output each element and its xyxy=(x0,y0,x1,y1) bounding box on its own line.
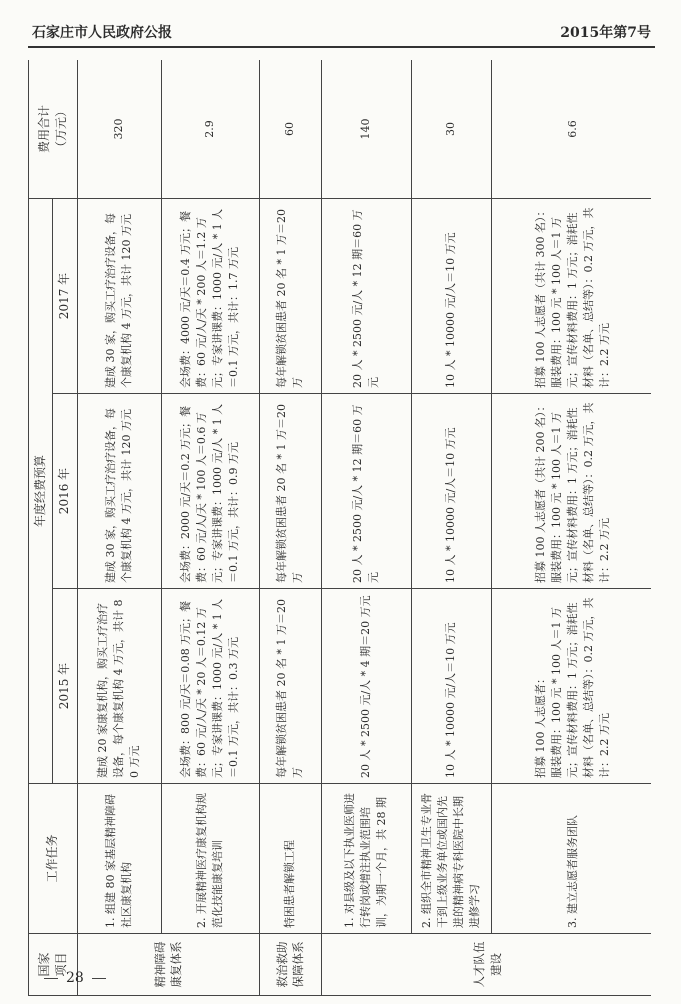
header-2015: 2015 年 xyxy=(53,589,77,784)
page-header xyxy=(28,20,655,48)
budget-2017-cell: 每年解锁贫困患者 20 名 * 1 万＝20 万 xyxy=(259,199,321,394)
table-row xyxy=(321,60,411,996)
budget-2017-cell: 20 人 * 2500 元/人 * 12 期＝60 万元 xyxy=(321,199,411,394)
header-2017: 2017 年 xyxy=(53,199,77,394)
header-project: 国家 项目 xyxy=(29,934,78,996)
issue-number: 2015年第7号 xyxy=(560,25,651,41)
publication-title: 石家庄市人民政府公报 xyxy=(32,25,172,41)
budget-2015-cell: 20 人 * 2500 元/人 * 4 期＝20 万元 xyxy=(321,589,411,784)
table-row xyxy=(491,60,651,996)
budget-table xyxy=(28,60,651,996)
cost-cell: 320 xyxy=(77,60,161,199)
page-number: 28 xyxy=(66,970,84,986)
budget-2015-cell: 10 人 * 10000 元/人＝10 万元 xyxy=(411,589,491,784)
budget-2016-cell: 20 人 * 2500 元/人 * 12 期＝60 万元 xyxy=(321,394,411,589)
budget-2016-cell: 每年解锁贫困患者 20 名 * 1 万＝20 万 xyxy=(259,394,321,589)
dash-left xyxy=(44,978,58,979)
header-budget-group: 年度经费预算 xyxy=(29,199,53,784)
cost-cell: 60 xyxy=(259,60,321,199)
task-cell: 1. 对县级及以下执业医师进行转岗或增注执业范围培训，为期一个月，共 28 期 xyxy=(321,784,411,934)
budget-2017-cell: 建成 30 家，购买工疗治疗设备，每个康复机构 4 万元，共计 120 万元 xyxy=(77,199,161,394)
budget-2016-cell: 招募 100 人志愿者（共计 200 名）： 服装费用：100 元 * 100 人＝1 万元；宣传材料费用：1 万元；消耗性材料（名单、总结等）：0.2 万元，共计：2.2 万元 xyxy=(491,394,651,589)
page-number-footer xyxy=(36,970,114,986)
task-cell: 2. 组织全市精神卫生专业骨干到上级业务单位或国内先进的精神病专科医院中长期进修学习 xyxy=(411,784,491,934)
table-row xyxy=(411,60,491,996)
budget-2015-cell: 招募 100 人志愿者： 服装费用：100 元 * 100 人＝1 万元；宣传材料费用：1 万元；消耗性材料（名单、总结等）：0.2 万元，共计：2.2 万元 xyxy=(491,589,651,784)
budget-2017-cell: 10 人 * 10000 元/人＝10 万元 xyxy=(411,199,491,394)
table-row xyxy=(259,60,321,996)
table-row xyxy=(161,60,259,996)
header-2016: 2016 年 xyxy=(53,394,77,589)
cost-cell: 6.6 xyxy=(491,60,651,199)
dash-right xyxy=(92,978,106,979)
budget-2016-cell: 会场费：2000 元/天＝0.2 万元；餐费：60 元/人/天 * 100 人＝0.6 万元；专家讲课费：1000 元/人 * 1 人＝0.1 万元，共计：0.9 万元 xyxy=(161,394,259,589)
budget-2017-cell: 会场费：4000 元/天＝0.4 万元；餐费：60 元/人/天 * 200 人＝1.2 万元；专家讲课费：1000 元/人 * 1 人＝0.1 万元，共计：1.7 万元 xyxy=(161,199,259,394)
task-cell: 2. 开展精神医疗康复机构规范化技能康复培训 xyxy=(161,784,259,934)
category-cell: 精神障碍康复体系 xyxy=(77,934,259,996)
task-cell: 1. 组建 80 家基层精神障碍社区康复机构 xyxy=(77,784,161,934)
header-cost: 费用合计 （万元） xyxy=(29,60,78,199)
budget-2015-cell: 每年解锁贫困患者 20 名 * 1 万＝20 万 xyxy=(259,589,321,784)
category-cell: 人才队伍建设 xyxy=(321,934,651,996)
category-cell: 救治救助保障体系 xyxy=(259,934,321,996)
cost-cell: 2.9 xyxy=(161,60,259,199)
table-row xyxy=(77,60,161,996)
cost-cell: 140 xyxy=(321,60,411,199)
budget-2016-cell: 建成 30 家，购买工疗治疗设备，每个康复机构 4 万元，共计 120 万元 xyxy=(77,394,161,589)
table-container xyxy=(28,60,651,996)
budget-2015-cell: 会场费：800 元/天＝0.08 万元；餐费：60 元/人/天 * 20 人＝0.12 万元；专家讲课费：1000 元/人 * 1 人＝0.1 万元，共计：0.3 万元 xyxy=(161,589,259,784)
budget-2015-cell: 建成 20 家康复机构，购买工疗治疗设备，每个康复机构 4 万元，共计 80 万元 xyxy=(77,589,161,784)
cost-cell: 30 xyxy=(411,60,491,199)
budget-2016-cell: 10 人 * 10000 元/人＝10 万元 xyxy=(411,394,491,589)
task-cell: 特困患者解锁工程 xyxy=(259,784,321,934)
budget-2017-cell: 招募 100 人志愿者（共计 300 名）： 服装费用：100 元 * 100 人＝1 万元；宣传材料费用：1 万元；消耗性材料（名单、总结等）：0.2 万元，共计：2.2 万元 xyxy=(491,199,651,394)
header-task: 工作任务 xyxy=(29,784,78,934)
task-cell: 3. 建立志愿者服务团队 xyxy=(491,784,651,934)
